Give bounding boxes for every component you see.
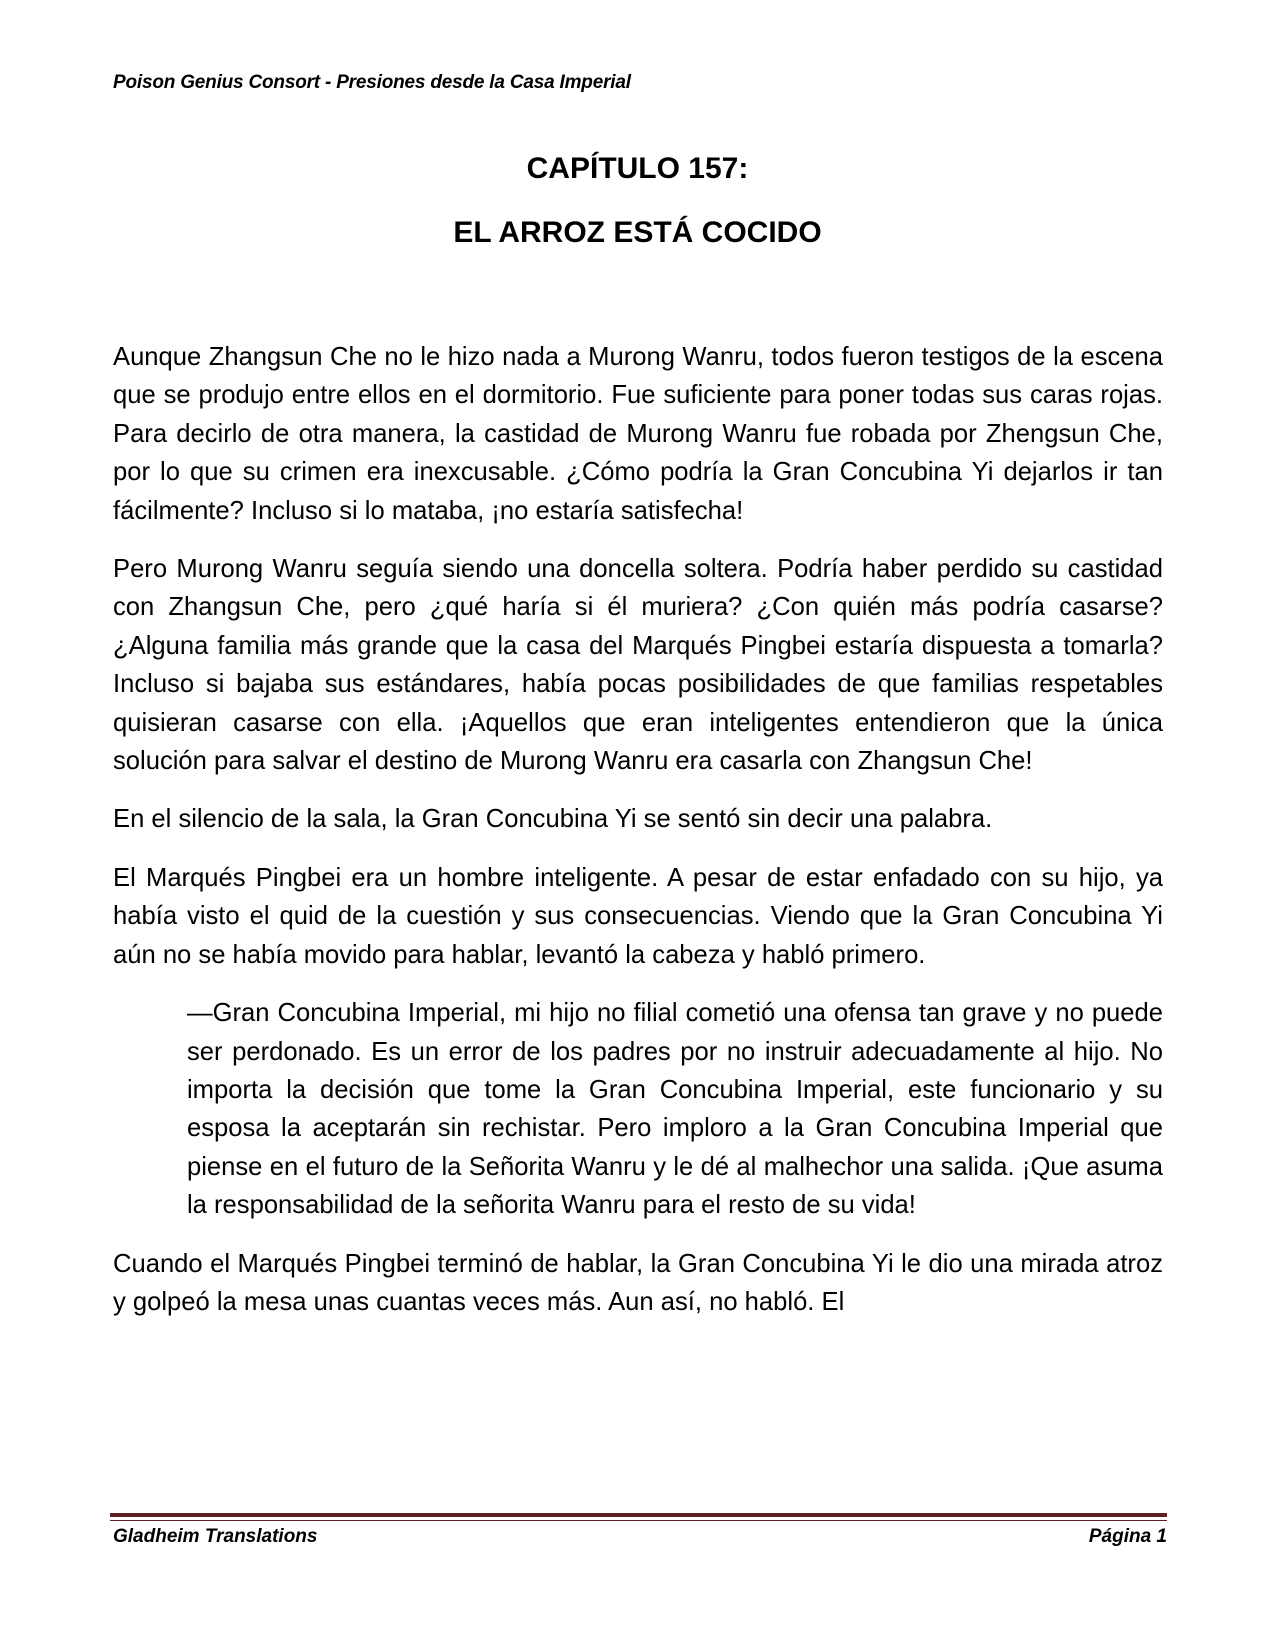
paragraph: Cuando el Marqués Pingbei terminó de hablar, la Gran Concubina Yi le dio una mirada atroz y golpeó la mesa unas cuantas veces más. Aun así, no habló. El (113, 1249, 1163, 1316)
paragraph: Aunque Zhangsun Che no le hizo nada a Murong Wanru, todos fueron testigos de la escena que se produjo entre ellos en el dormitorio. Fue suficiente para poner todas sus caras rojas. Para decirlo de otra manera, la castidad de Murong Wanru fue robada por Zhengsun Che, por lo que su crimen era inexcusable. ¿Cómo podría la Gran Concubina Yi dejarlos ir tan fácilmente? Incluso si lo mataba, ¡no estaría satisfecha! (113, 343, 1163, 525)
footer-divider-thin (110, 1520, 1167, 1521)
chapter-number: CAPÍTULO 157: (526, 152, 749, 185)
paragraph: En el silencio de la sala, la Gran Concubina Yi se sentó sin decir una palabra. (113, 805, 993, 834)
footer-publisher: Gladheim Translations (113, 1526, 318, 1547)
page-number: Página 1 (1088, 1526, 1167, 1547)
footer-divider (110, 1513, 1167, 1517)
chapter-title: EL ARROZ ESTÁ COCIDO (453, 216, 822, 249)
paragraph: Pero Murong Wanru seguía siendo una doncella soltera. Podría haber perdido su castidad con Zhangsun Che, pero ¿qué haría si él muriera? ¿Con quién más podría casarse? ¿Alguna familia más grande que la casa del Marqués Pingbei estaría dispuesta a tomarla? Incluso si bajaba sus estándares, había pocas posibilidades de que familias respetables quisieran casarse con ella. ¡Aquellos que eran inteligentes entendieron que la única solución para salvar el destino de Murong Wanru era casarla con Zhangsun Che! (113, 555, 1163, 776)
dialogue-paragraph: —Gran Concubina Imperial, mi hijo no filial cometió una ofensa tan grave y no puede ser perdonado. Es un error de los padres por no instruir adecuadamente al hijo. No importa la decisión que tome la Gran Concubina Imperial, este funcionario y su esposa la aceptarán sin rechistar. Pero imploro a la Gran Concubina Imperial que piense en el futuro de la Señorita Wanru y le dé al malhechor una salida. ¡Que asuma la responsabilidad de la señorita Wanru para el resto de su vida! (187, 999, 1163, 1220)
running-header: Poison Genius Consort - Presiones desde la Casa Imperial (113, 72, 631, 93)
chapter-body (113, 338, 1163, 1341)
paragraph: El Marqués Pingbei era un hombre inteligente. A pesar de estar enfadado con su hijo, ya había visto el quid de la cuestión y sus consecuencias. Viendo que la Gran Concubina Yi aún no se había movido para hablar, levantó la cabeza y habló primero. (113, 863, 1163, 969)
